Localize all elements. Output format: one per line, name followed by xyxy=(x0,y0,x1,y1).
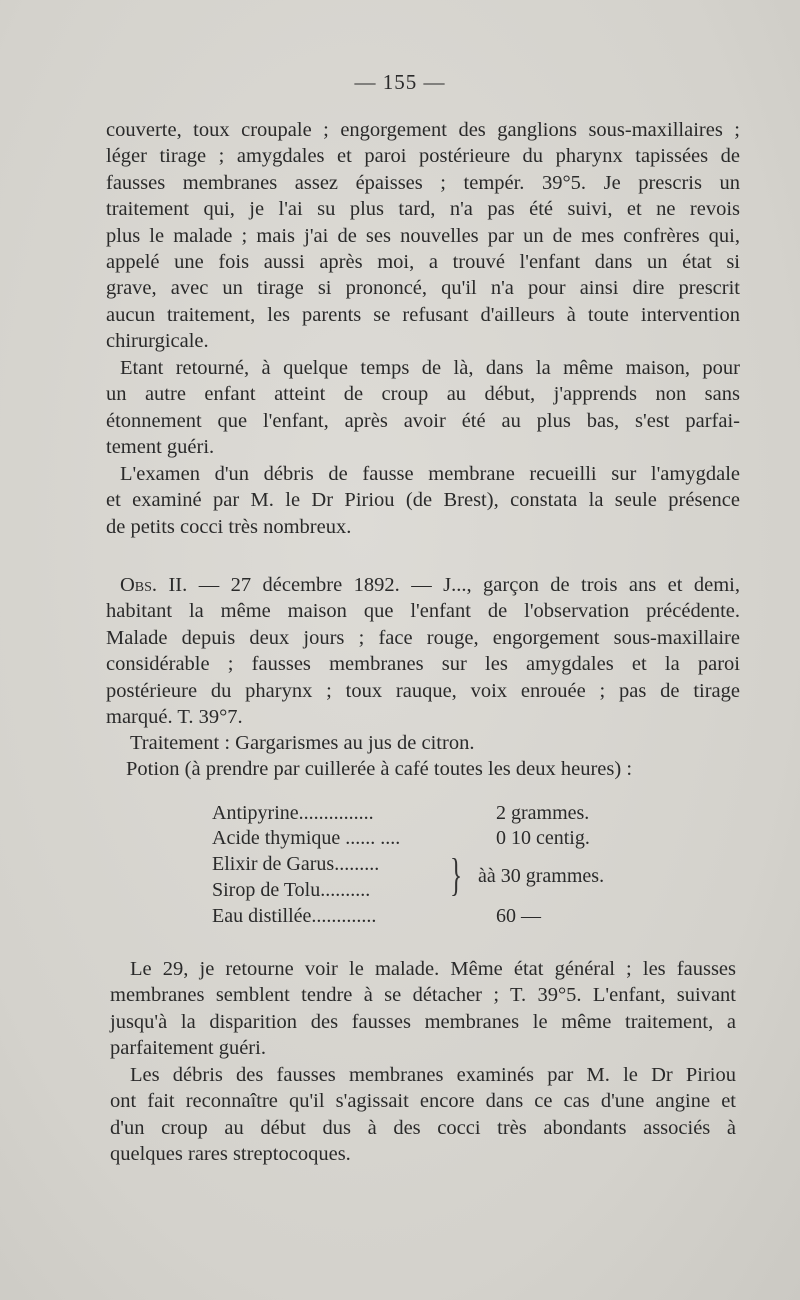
text-line: et examiné par M. le Dr Piriou (de Brest), constata la seule présence xyxy=(106,489,740,512)
text-line: Les débris des fausses membranes examinés par M. le Dr Piriou xyxy=(130,1064,736,1086)
text-line: étonnement que l'enfant, après avoir été au plus bas, s'est parfai- xyxy=(106,409,740,432)
text-line: grave, avec un tirage si prononcé, qu'il n'a pour ainsi dire prescrit xyxy=(106,277,740,300)
paragraph-2 xyxy=(106,355,740,461)
text-line: chirurgicale. xyxy=(106,330,209,353)
text-line: Le 29, je retourne voir le malade. Même état général ; les fausses xyxy=(130,958,736,980)
text-line: traitement qui, je l'ai su plus tard, n'a pas été suivi, et ne revois xyxy=(106,198,740,221)
ingredient-quantity: 0 10 centig. xyxy=(496,827,590,849)
observation-heading: Obs. II. xyxy=(120,574,188,596)
text-line: L'examen d'un débris de fausse membrane recueilli sur l'amygdale xyxy=(120,463,740,485)
ingredient-name: Antipyrine............... xyxy=(212,802,374,824)
text-line: quelques rares streptocoques. xyxy=(110,1143,351,1166)
observation-2 xyxy=(106,572,740,730)
ingredient-name: Eau distillée............. xyxy=(212,905,377,927)
text-line: d'un croup au début dus à des cocci très abondants associés à xyxy=(110,1116,736,1139)
text-line: Traitement : Gargarismes au jus de citron. xyxy=(130,732,475,754)
text-line: ont fait reconnaître qu'il s'agissait encore dans ce cas d'une angine et xyxy=(110,1090,736,1113)
ingredient-name: Sirop de Tolu.......... xyxy=(212,879,371,901)
observation-text: — 27 décembre 1892. — J..., garçon de trois ans et demi, xyxy=(187,574,740,596)
text-line: Etant retourné, à quelque temps de là, dans la même maison, pour xyxy=(120,357,740,379)
text-line: Malade depuis deux jours ; face rouge, engorgement sous-maxillaire xyxy=(106,626,740,649)
treatment-line xyxy=(130,730,740,756)
text-line: postérieure du pharynx ; toux rauque, voix enrouée ; pas de tirage xyxy=(106,679,740,702)
text-line: un autre enfant atteint de croup au début, j'apprends non sans xyxy=(106,383,740,406)
shared-quantity: àà 30 grammes. xyxy=(478,865,605,887)
text-line: Potion (à prendre par cuillerée à café toutes les deux heures) : xyxy=(126,758,633,780)
ingredient-quantity: 60 — xyxy=(496,905,541,927)
paragraph-3 xyxy=(106,461,740,540)
text-line: couverte, toux croupale ; engorgement des ganglions sous-maxillaires ; xyxy=(106,119,740,141)
paragraph-4 xyxy=(110,956,736,1062)
ingredient-quantity: 2 grammes. xyxy=(496,802,590,824)
text-line: membranes semblent tendre à se détacher ; T. 39°5. L'enfant, suivant xyxy=(110,984,736,1007)
page-number: — 155 — xyxy=(354,70,446,94)
text-line: parfaitement guéri. xyxy=(110,1037,266,1060)
brace-symbol: } xyxy=(450,849,463,900)
text-line: habitant la même maison que l'enfant de l'observation précédente. xyxy=(106,600,740,623)
text-line: léger tirage ; amygdales et paroi postérieure du pharynx tapissées de xyxy=(106,145,740,168)
text-line: marqué. T. 39°7. xyxy=(106,706,243,729)
text-line: tement guéri. xyxy=(106,436,215,459)
ingredient-name: Elixir de Garus......... xyxy=(212,853,380,875)
paragraph-1 xyxy=(106,117,740,355)
paragraph-5 xyxy=(110,1062,736,1168)
text-line: de petits cocci très nombreux. xyxy=(106,515,352,538)
text-line: appelé une fois aussi après moi, a trouvé l'enfant dans un état si xyxy=(106,251,740,274)
potion-line xyxy=(126,756,740,782)
ingredient-name: Acide thymique ...... .... xyxy=(212,827,401,849)
text-line: considérable ; fausses membranes sur les amygdales et la paroi xyxy=(106,653,740,676)
text-line: jusqu'à la disparition des fausses membranes le même traitement, a xyxy=(110,1010,736,1033)
text-line xyxy=(106,572,740,598)
text-line: aucun traitement, les parents se refusant d'ailleurs à toute intervention xyxy=(106,303,740,326)
text-line: fausses membranes assez épaisses ; tempér. 39°5. Je prescris un xyxy=(106,171,740,194)
text-line: plus le malade ; mais j'ai de ses nouvelles par un de mes confrères qui, xyxy=(106,224,740,247)
